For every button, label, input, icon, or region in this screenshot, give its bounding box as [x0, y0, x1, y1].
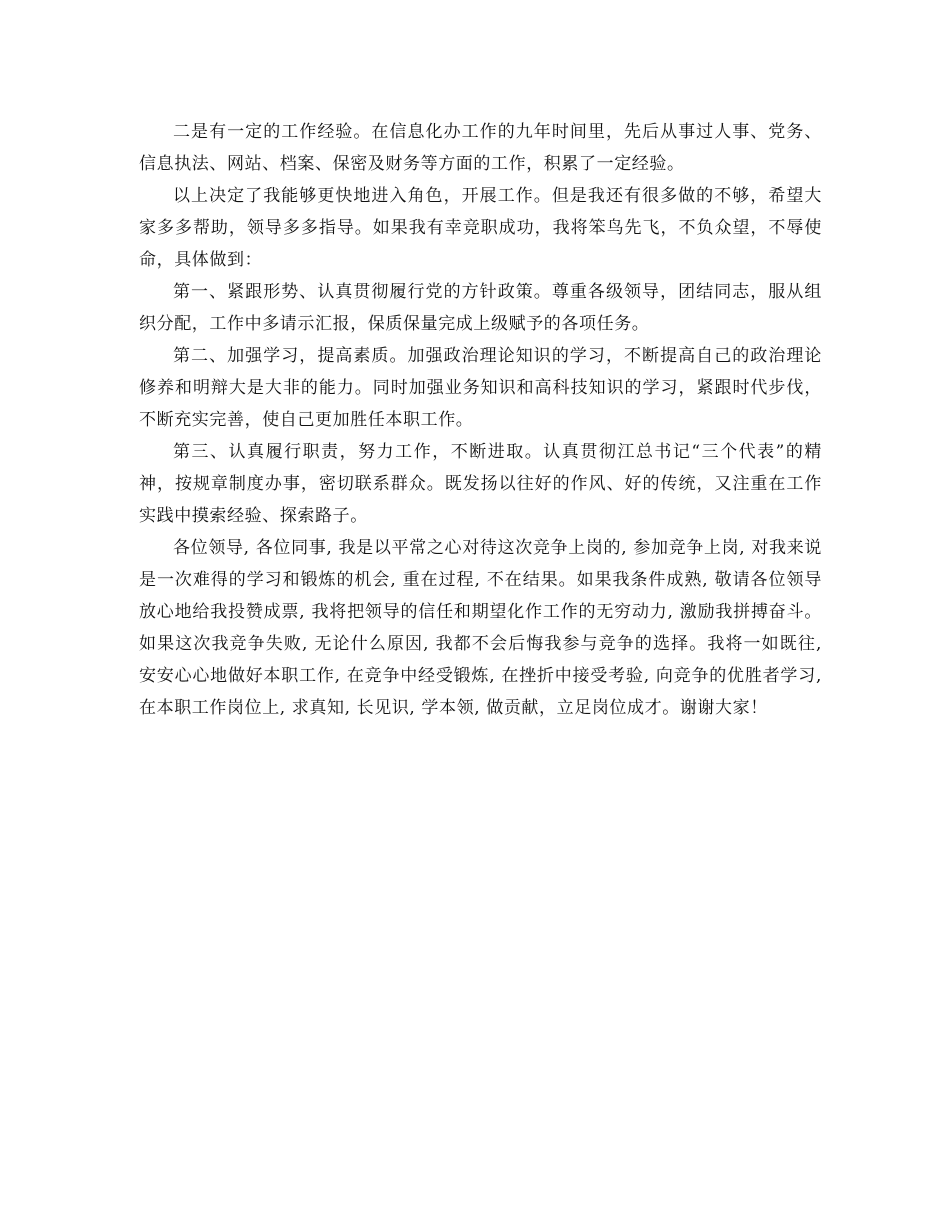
paragraph-role-commitment: 以上决定了我能够更快地进入角色，开展工作。但是我还有很多做的不够，希望大家多多帮助，领导多多指导。如果我有幸竞职成功，我将笨鸟先飞，不负众望，不辱使命，具体做到：	[139, 186, 822, 270]
paragraph-work-experience: 二是有一定的工作经验。在信息化办工作的九年时间里，先后从事过人事、党务、信息执法、网站、档案、保密及财务等方面的工作，积累了一定经验。	[139, 122, 822, 174]
paragraph-point-one: 第一、紧跟形势、认真贯彻履行党的方针政策。尊重各级领导，团结同志，服从组织分配，工作中多请示汇报，保质保量完成上级赋予的各项任务。	[139, 282, 822, 334]
document-body	[139, 116, 822, 724]
paragraph-point-two: 第二、加强学习，提高素质。加强政治理论知识的学习，不断提高自己的政治理论修养和明辩大是大非的能力。同时加强业务知识和高科技知识的学习，紧跟时代步伐，不断充实完善，使自己更加胜任本职工作。	[139, 346, 822, 430]
paragraph-closing: 各位领导, 各位同事, 我是以平常之心对待这次竞争上岗的, 参加竞争上岗, 对我来说是一次难得的学习和锻炼的机会, 重在过程, 不在结果。如果我条件成熟, 敬请各位领导放心地给我投赞成票, 我将把领导的信任和期望化作工作的无穷动力, 激励我拼搏奋斗。如果这次我竞争失败, 无论什么原因, 我都不会后悔我参与竞争的选择。我将一如既往, 安安心心地做好本职工作, 在竞争中经受锻炼, 在挫折中接受考验, 向竞争的优胜者学习, 在本职工作岗位上, 求真知, 长见识, 学本领, 做贡献，立足岗位成才。谢谢大家！	[139, 538, 822, 718]
paragraph-point-three: 第三、认真履行职责，努力工作，不断进取。认真贯彻江总书记“三个代表”的精神，按规章制度办事，密切联系群众。既发扬以往好的作风、好的传统，又注重在工作实践中摸索经验、探索路子。	[139, 442, 822, 526]
